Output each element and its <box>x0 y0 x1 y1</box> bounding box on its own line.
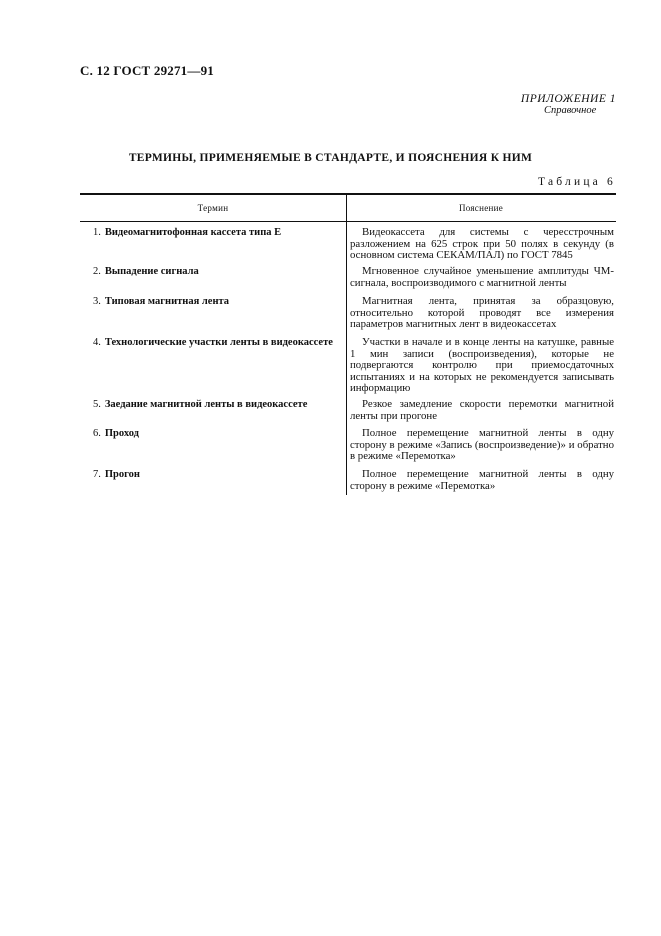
table-row <box>80 296 616 331</box>
term-cell <box>80 399 346 422</box>
table-row <box>80 227 616 262</box>
term-number: 6. <box>93 428 101 439</box>
explanation-cell: Участки в начале и в конце ленты на катушке, равные 1 мин записи (воспроизведения), которые не подвергаются контролю при приемосдаточных испытаниях и на которых не рекомендуется записывать информацию <box>350 336 614 395</box>
table-row <box>80 469 616 492</box>
term-cell <box>80 296 346 331</box>
explanation-cell: Резкое замедление скорости перемотки магнитной ленты при прогоне <box>350 398 614 422</box>
appendix-block <box>416 93 616 117</box>
term-text: Технологические участки ленты в видеокассете <box>104 337 333 348</box>
explanation-cell: Полное перемещение магнитной ленты в одну сторону в режиме «Запись (воспроизведение)» и обратно в режиме «Перемотка» <box>350 427 614 463</box>
term-cell <box>80 227 346 262</box>
table-header <box>80 195 616 221</box>
document-title: ТЕРМИНЫ, ПРИМЕНЯЕМЫЕ В СТАНДАРТЕ, И ПОЯСНЕНИЯ К НИМ <box>128 152 533 164</box>
term-cell <box>80 428 346 463</box>
term-number: 5. <box>93 399 101 410</box>
term-text: Видеомагнитофонная кассета типа Е <box>104 227 282 238</box>
appendix-type: Справочное <box>544 105 597 116</box>
table-header-rule <box>80 221 616 222</box>
term-number: 1. <box>93 227 101 238</box>
term-number: 7. <box>93 469 101 480</box>
explanation-cell: Мгновенное случайное уменьшение амплитуды ЧМ-сигнала, воспроизводимого с магнитной ленты <box>350 265 614 289</box>
term-number: 4. <box>93 337 101 348</box>
term-cell <box>80 469 346 492</box>
column-header-term: Термин <box>197 203 229 213</box>
term-text: Прогон <box>104 469 140 480</box>
page-header: С. 12 ГОСТ 29271—91 <box>80 63 214 78</box>
term-text: Заедание магнитной ленты в видеокассете <box>104 399 308 410</box>
term-text: Типовая магнитная лента <box>104 296 230 307</box>
term-text: Выпадение сигнала <box>104 266 199 277</box>
table-row <box>80 266 616 289</box>
explanation-cell: Магнитная лента, принятая за образцовую, относительно которой проводят все измерения параметров магнитных лент в видеокассетах <box>350 295 614 331</box>
column-header-explanation: Пояснение <box>458 203 504 213</box>
table-row <box>80 399 616 422</box>
terms-table <box>80 193 616 492</box>
table-row <box>80 428 616 463</box>
term-cell <box>80 337 346 395</box>
explanation-cell: Видеокассета для системы с чересстрочным разложением на 625 строк при 50 полях в секунду (в основном система СЕКАМ/ПАЛ) по ГОСТ 7845 <box>350 226 614 262</box>
term-number: 2. <box>93 266 101 277</box>
term-number: 3. <box>93 296 101 307</box>
appendix-label: ПРИЛОЖЕНИЕ 1 <box>520 93 616 105</box>
table-label: Таблица 6 <box>538 176 616 188</box>
term-text: Проход <box>104 428 139 439</box>
explanation-cell: Полное перемещение магнитной ленты в одну сторону в режиме «Перемотка» <box>350 468 614 492</box>
term-cell <box>80 266 346 289</box>
table-row <box>80 337 616 395</box>
